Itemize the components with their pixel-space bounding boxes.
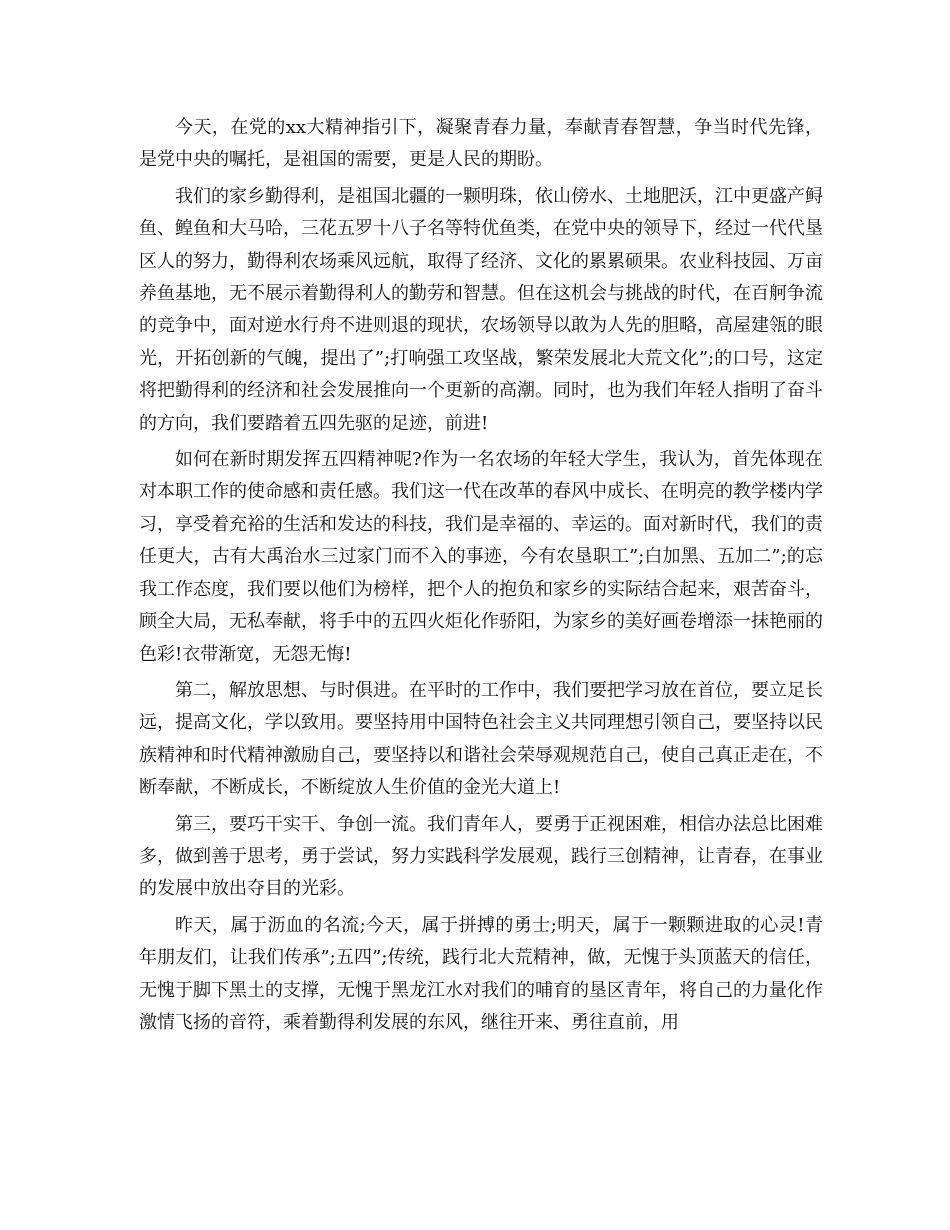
document-body — [139, 112, 823, 1039]
paragraph-4: 第二，解放思想、与时俱进。在平时的工作中，我们要把学习放在首位，要立足长远，提高文化，学以致用。要坚持用中国特色社会主义共同理想引领自己，要坚持以民族精神和时代精神激励自己，要坚持以和谐社会荣辱观规范自己，使自己真正走在，不断奉献，不断成长，不断绽放人生价值的金光大道上! — [139, 679, 823, 799]
paragraph-2: 我们的家乡勤得利，是祖国北疆的一颗明珠，依山傍水、土地肥沃，江中更盛产鲟鱼、鳇鱼和大马哈，三花五罗十八子名等特优鱼类，在党中央的领导下，经过一代代垦区人的努力，勤得利农场乘风远航，取得了经济、文化的累累硕果。农业科技园、万亩养鱼基地，无不展示着勤得利人的勤劳和智慧。但在这机会与挑战的时代，在百舸争流的竞争中，面对逆水行舟不进则退的现状，农场领导以敢为人先的胆略，高屋建瓴的眼光，开拓创新的气魄，提出了”;打响强工攻坚战，繁荣发展北大荒文化”;的口号，这定将把勤得利的经济和社会发展推向一个更新的高潮。同时，也为我们年轻人指明了奋斗的方向，我们要踏着五四先驱的足迹，前进! — [139, 185, 823, 434]
paragraph-1: 今天，在党的xx大精神指引下，凝聚青春力量，奉献青春智慧，争当时代先锋，是党中央的嘱托，是祖国的需要，更是人民的期盼。 — [139, 117, 823, 171]
paragraph-3: 如何在新时期发挥五四精神呢?作为一名农场的年轻大学生，我认为，首先体现在对本职工作的使命感和责任感。我们这一代在改革的春风中成长、在明亮的教学楼内学习，享受着充裕的生活和发达的科技，我们是幸福的、幸运的。面对新时代，我们的责任更大，古有大禹治水三过家门而不入的事迹，今有农垦职工”;白加黑、五加二”;的忘我工作态度，我们要以他们为榜样，把个人的抱负和家乡的实际结合起来，艰苦奋斗，顾全大局，无私奉献，将手中的五四火炬化作骄阳，为家乡的美好画卷增添一抹艳丽的色彩!衣带渐宽，无怨无悔! — [139, 449, 823, 665]
paragraph-5: 第三，要巧干实干、争创一流。我们青年人，要勇于正视困难，相信办法总比困难多，做到善于思考，勇于尝试，努力实践科学发展观，践行三创精神，让青春，在事业的发展中放出夺目的光彩。 — [139, 813, 823, 900]
paragraph-6: 昨天，属于沥血的名流;今天，属于拼搏的勇士;明天，属于一颗颗进取的心灵!青年朋友们，让我们传承”;五四”;传统，践行北大荒精神，做，无愧于头顶蓝天的信任，无愧于脚下黑土的支撑，无愧于黑龙江水对我们的哺育的垦区青年，将自己的力量化作激情飞扬的音符，乘着勤得利发展的东风，继往开来、勇往直前，用 — [139, 914, 823, 1033]
